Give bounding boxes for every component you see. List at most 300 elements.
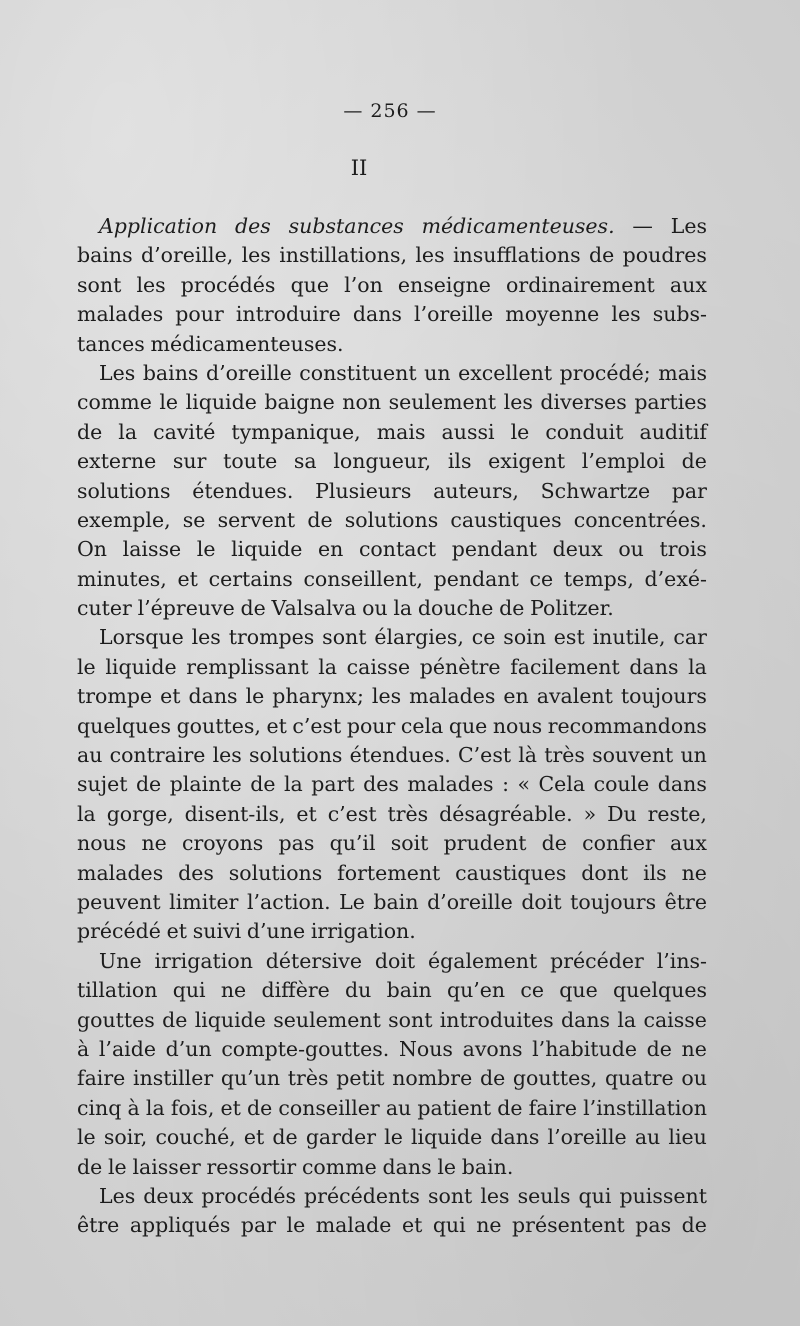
word: l’épreuve [137, 596, 235, 621]
word: le [437, 1154, 457, 1179]
word: de [479, 1066, 506, 1091]
word: avalent [536, 684, 613, 709]
word: trompes [228, 625, 315, 650]
word: des [363, 772, 399, 797]
word: Lorsque [99, 625, 184, 650]
word: deux [552, 537, 603, 562]
word: liquide [105, 654, 177, 679]
word: patient [417, 1095, 492, 1120]
word: l’action. [246, 889, 331, 914]
word: certains [208, 566, 293, 591]
text-line [77, 300, 707, 329]
word: Valsalva [271, 596, 357, 621]
word: Une [99, 948, 142, 973]
word: les [241, 243, 271, 268]
word: cela [400, 713, 444, 738]
word: irrigation. [310, 919, 416, 944]
word: et [266, 713, 287, 738]
word: lieu [668, 1125, 707, 1150]
word: médicamenteuses. [150, 331, 344, 356]
word: doit [374, 948, 416, 973]
word: de [499, 596, 525, 621]
word: pendant [451, 537, 538, 562]
word: la [617, 1007, 637, 1032]
word: qu’un [220, 1066, 281, 1091]
text-line [77, 330, 707, 359]
word: non [342, 390, 382, 415]
word: substances [288, 214, 404, 238]
word: qu’il [329, 831, 376, 856]
word: dans [629, 654, 679, 679]
word: par [671, 478, 707, 503]
word: introduire [235, 302, 341, 327]
word: la [283, 772, 303, 797]
word: sont [388, 1007, 433, 1032]
word: qu’en [446, 978, 506, 1003]
word: trompe [77, 684, 153, 709]
word: également [428, 948, 538, 973]
word: à [127, 1095, 140, 1120]
word: au [77, 743, 103, 768]
word: dans [352, 302, 402, 327]
word: ressortir [206, 1154, 297, 1179]
text-line [77, 741, 707, 770]
word: solutions [228, 860, 323, 885]
word: bain. [461, 1154, 514, 1179]
text-line [77, 1064, 707, 1093]
word: le [286, 1213, 306, 1238]
text-line [77, 1123, 707, 1152]
text-line [77, 888, 707, 917]
word: d’une [246, 919, 306, 944]
word: exigent [488, 449, 566, 474]
word: présentent [512, 1213, 625, 1238]
word: d’oreille, [141, 243, 234, 268]
word: externe [77, 449, 157, 474]
word: le [196, 537, 216, 562]
word: et [220, 1095, 241, 1120]
section-heading: II [350, 156, 368, 180]
word: c’est [292, 713, 342, 738]
word: très [387, 801, 429, 826]
word: facilement [510, 654, 620, 679]
word: fois, [170, 1095, 215, 1120]
word: les [415, 243, 445, 268]
word: la [688, 654, 707, 679]
word: ne [476, 1213, 502, 1238]
word: gouttes, [176, 713, 261, 738]
word: des [178, 860, 214, 885]
word: parties [634, 390, 707, 415]
word: ce [520, 978, 545, 1003]
text-line [77, 359, 707, 388]
word: très [544, 743, 585, 768]
word: douche [417, 596, 494, 621]
word: de [247, 1095, 273, 1120]
word: au [385, 1095, 412, 1120]
text-line [77, 829, 707, 858]
text-line [77, 1153, 707, 1182]
word: d’exé- [644, 566, 707, 591]
word: aux [669, 831, 707, 856]
word: quatre [604, 1066, 674, 1091]
text-line [77, 682, 707, 711]
word: confier [582, 831, 655, 856]
text-line [77, 623, 707, 652]
word: détersive [265, 948, 362, 973]
word: le [245, 684, 265, 709]
word: l’emploi [581, 449, 665, 474]
text-line [77, 976, 707, 1005]
word: l’on [344, 272, 383, 297]
word: avons [462, 1036, 523, 1061]
word: dans [657, 772, 707, 797]
word: laisse [122, 537, 182, 562]
word: par [240, 1213, 277, 1238]
word: aussi [441, 419, 495, 444]
word: est [553, 625, 585, 650]
word: l’oreille [414, 302, 494, 327]
text-line [77, 212, 707, 241]
body-text [77, 212, 707, 1241]
word: étendues. [192, 478, 294, 503]
word: servent [217, 507, 296, 532]
word: les [503, 390, 533, 415]
text-line [77, 653, 707, 682]
word: ne [681, 1036, 707, 1061]
word: reste, [647, 801, 707, 826]
word: comme [77, 390, 152, 415]
page-number: — 256 — [343, 100, 437, 122]
word: garder [305, 1125, 377, 1150]
word: la [118, 419, 138, 444]
word: dont [581, 860, 629, 885]
word: laisser [132, 1154, 201, 1179]
word: On [77, 537, 108, 562]
word: gorge, [106, 801, 174, 826]
text-line [77, 800, 707, 829]
word: se [182, 507, 206, 532]
word: cuter [77, 596, 132, 621]
word: bains [142, 360, 199, 385]
word: dans [188, 684, 238, 709]
word: solutions [77, 478, 171, 503]
word: insufflations [452, 243, 581, 268]
word: Nous [398, 1036, 453, 1061]
word: Plusieurs [315, 478, 412, 503]
word: précédents [304, 1183, 420, 1208]
word: et [401, 1213, 423, 1238]
word: liquide [185, 390, 257, 415]
word: que [448, 713, 488, 738]
word: pénètre [419, 654, 501, 679]
word: de [646, 1036, 672, 1061]
word: l’ins- [656, 948, 707, 973]
word: excellent [458, 360, 553, 385]
text-line [77, 1006, 707, 1035]
word: sujet [77, 772, 128, 797]
word: les [136, 272, 166, 297]
word: gouttes, [512, 1066, 598, 1091]
word: cavité [153, 419, 216, 444]
word: limiter [169, 889, 239, 914]
word: bain [373, 889, 419, 914]
word: dans [382, 1154, 432, 1179]
text-line [77, 241, 707, 270]
word: petit [336, 1066, 385, 1091]
word: de [77, 1154, 103, 1179]
word: conseiller [278, 1095, 380, 1120]
word: — [632, 214, 653, 238]
word: la [145, 1095, 165, 1120]
word: quelques [77, 713, 171, 738]
word: ce [471, 625, 496, 650]
word: Le [339, 889, 365, 914]
word: ce [529, 566, 554, 591]
word: de [589, 243, 615, 268]
word: tillation [77, 978, 158, 1003]
word: les [480, 1183, 510, 1208]
word: solutions [248, 743, 343, 768]
text-line [77, 271, 707, 300]
word: seulement [273, 1007, 381, 1032]
word: instiller [133, 1066, 214, 1091]
word: Les [99, 1183, 136, 1208]
word: un [424, 360, 451, 385]
word: toujours [570, 889, 657, 914]
word: car [673, 625, 707, 650]
word: toute [223, 449, 278, 474]
word: puissent [619, 1183, 707, 1208]
word: sa [293, 449, 317, 474]
word: liquide [194, 1007, 266, 1032]
word: désagréable. [439, 801, 573, 826]
word: de [162, 1007, 188, 1032]
word: quelques [612, 978, 707, 1003]
word: nombre [392, 1066, 473, 1091]
word: des [235, 214, 271, 238]
word: être [664, 889, 707, 914]
text-line [77, 1211, 707, 1240]
word: de [681, 1213, 707, 1238]
word: de [541, 831, 567, 856]
word: suivi [192, 919, 242, 944]
word: solutions [344, 507, 439, 532]
word: tances [77, 331, 145, 356]
word: » [583, 801, 597, 826]
word: ou [618, 537, 644, 562]
word: de [272, 1125, 298, 1150]
word: conduit [545, 419, 624, 444]
word: le [77, 654, 96, 679]
word: en [503, 684, 529, 709]
word: être [77, 1213, 120, 1238]
word: mais [658, 360, 707, 385]
word: trois [659, 537, 707, 562]
word: pour [175, 302, 224, 327]
word: malades [409, 684, 496, 709]
word: Politzer. [530, 596, 614, 621]
word: et [243, 1125, 265, 1150]
word: part [311, 772, 355, 797]
word: ou [681, 1066, 707, 1091]
text-line [77, 477, 707, 506]
word: ne [681, 860, 707, 885]
text-line [77, 1035, 707, 1064]
word: très [287, 1066, 329, 1091]
word: précéder [550, 948, 644, 973]
word: précédé [77, 919, 161, 944]
word: ils [447, 449, 472, 474]
word: baigne [264, 390, 335, 415]
word: là [518, 743, 538, 768]
word: les [371, 684, 402, 709]
word: disent-ils, [184, 801, 286, 826]
word: étendues. [349, 743, 451, 768]
word: comme [301, 1154, 377, 1179]
text-line [77, 447, 707, 476]
word: nous [77, 831, 127, 856]
word: diffère [261, 978, 330, 1003]
text-line [77, 947, 707, 976]
word: procédés [180, 272, 276, 297]
word: de [681, 449, 707, 474]
word: les [611, 302, 641, 327]
word: faire [528, 1095, 577, 1120]
word: malades [77, 302, 164, 327]
word: mais [376, 419, 426, 444]
word: bains [77, 243, 133, 268]
word: au [634, 1125, 661, 1150]
word: C’est [457, 743, 512, 768]
word: dans [560, 1007, 611, 1032]
word: procédé; [559, 360, 651, 385]
word: Application [99, 214, 218, 238]
word: d’un [165, 1036, 212, 1061]
word: que [559, 978, 598, 1003]
word: constituent [299, 360, 417, 385]
word: dans [490, 1125, 540, 1150]
word: doit [521, 889, 562, 914]
word: concentrées. [573, 507, 707, 532]
word: compte-gouttes. [221, 1036, 390, 1061]
text-line [77, 388, 707, 417]
word: ne [220, 978, 247, 1003]
word: de [240, 596, 266, 621]
text-line [77, 418, 707, 447]
text-line [77, 859, 707, 888]
word: liquide [410, 1125, 483, 1150]
word: qui [578, 1183, 612, 1208]
word: à [77, 1036, 90, 1061]
word: un [680, 743, 707, 768]
text-line [77, 535, 707, 564]
text-line [77, 1094, 707, 1123]
word: l’oreille [547, 1125, 627, 1150]
word: souvent [592, 743, 674, 768]
word: c’est [327, 801, 377, 826]
word: auditif [639, 419, 707, 444]
word: Les [99, 360, 136, 385]
text-line [77, 917, 707, 946]
word: Du [607, 801, 637, 826]
word: ne [141, 831, 167, 856]
word: qui [172, 978, 206, 1003]
word: Les [670, 214, 707, 238]
word: ou [362, 596, 388, 621]
word: tympanique, [231, 419, 361, 444]
word: : [502, 772, 509, 797]
word: le [159, 390, 179, 415]
word: sont [77, 272, 122, 297]
word: ils [643, 860, 667, 885]
word: le [384, 1125, 403, 1150]
word: pharynx; [272, 684, 364, 709]
word: le [510, 419, 530, 444]
word: toujours [620, 684, 707, 709]
word: ordinairement [506, 272, 655, 297]
word: de [77, 419, 103, 444]
word: soit [390, 831, 429, 856]
word: minutes, [77, 566, 167, 591]
word: coule [593, 772, 650, 797]
word: qui [432, 1213, 466, 1238]
word: nous [492, 713, 543, 738]
word: sur [172, 449, 207, 474]
word: Schwartze [540, 478, 651, 503]
word: soir, [103, 1125, 148, 1150]
word: d’oreille [427, 889, 513, 914]
word: irrigation [154, 948, 253, 973]
word: fortement [337, 860, 441, 885]
word: de [307, 507, 333, 532]
word: caisse [643, 1007, 707, 1032]
word: sont [427, 1183, 473, 1208]
word: pas [635, 1213, 672, 1238]
word: médicamenteuses. [421, 214, 615, 238]
word: pour [346, 713, 396, 738]
word: la [318, 654, 338, 679]
word: pas [278, 831, 315, 856]
word: l’aide [98, 1036, 156, 1061]
word: introduites [439, 1007, 554, 1032]
word: caustiques [455, 860, 567, 885]
word: longueur, [333, 449, 432, 474]
word: que [290, 272, 330, 297]
word: sont [322, 625, 367, 650]
word: et [296, 801, 317, 826]
word: la [77, 801, 96, 826]
word: et [160, 684, 181, 709]
word: du [345, 978, 372, 1003]
word: procédés [201, 1183, 297, 1208]
word: enseigne [397, 272, 491, 297]
word: caisse [346, 654, 411, 679]
word: contraire [109, 743, 206, 768]
word: appliqués [129, 1213, 231, 1238]
word: élargies, [374, 625, 464, 650]
word: soin [503, 625, 546, 650]
word: exemple, [77, 507, 171, 532]
text-line [77, 594, 707, 623]
word: « [517, 772, 531, 797]
word: poudres [622, 243, 707, 268]
word: auteurs, [433, 478, 519, 503]
word: les [191, 625, 221, 650]
word: instillations, [279, 243, 407, 268]
word: les [212, 743, 242, 768]
word: caustiques [450, 507, 562, 532]
